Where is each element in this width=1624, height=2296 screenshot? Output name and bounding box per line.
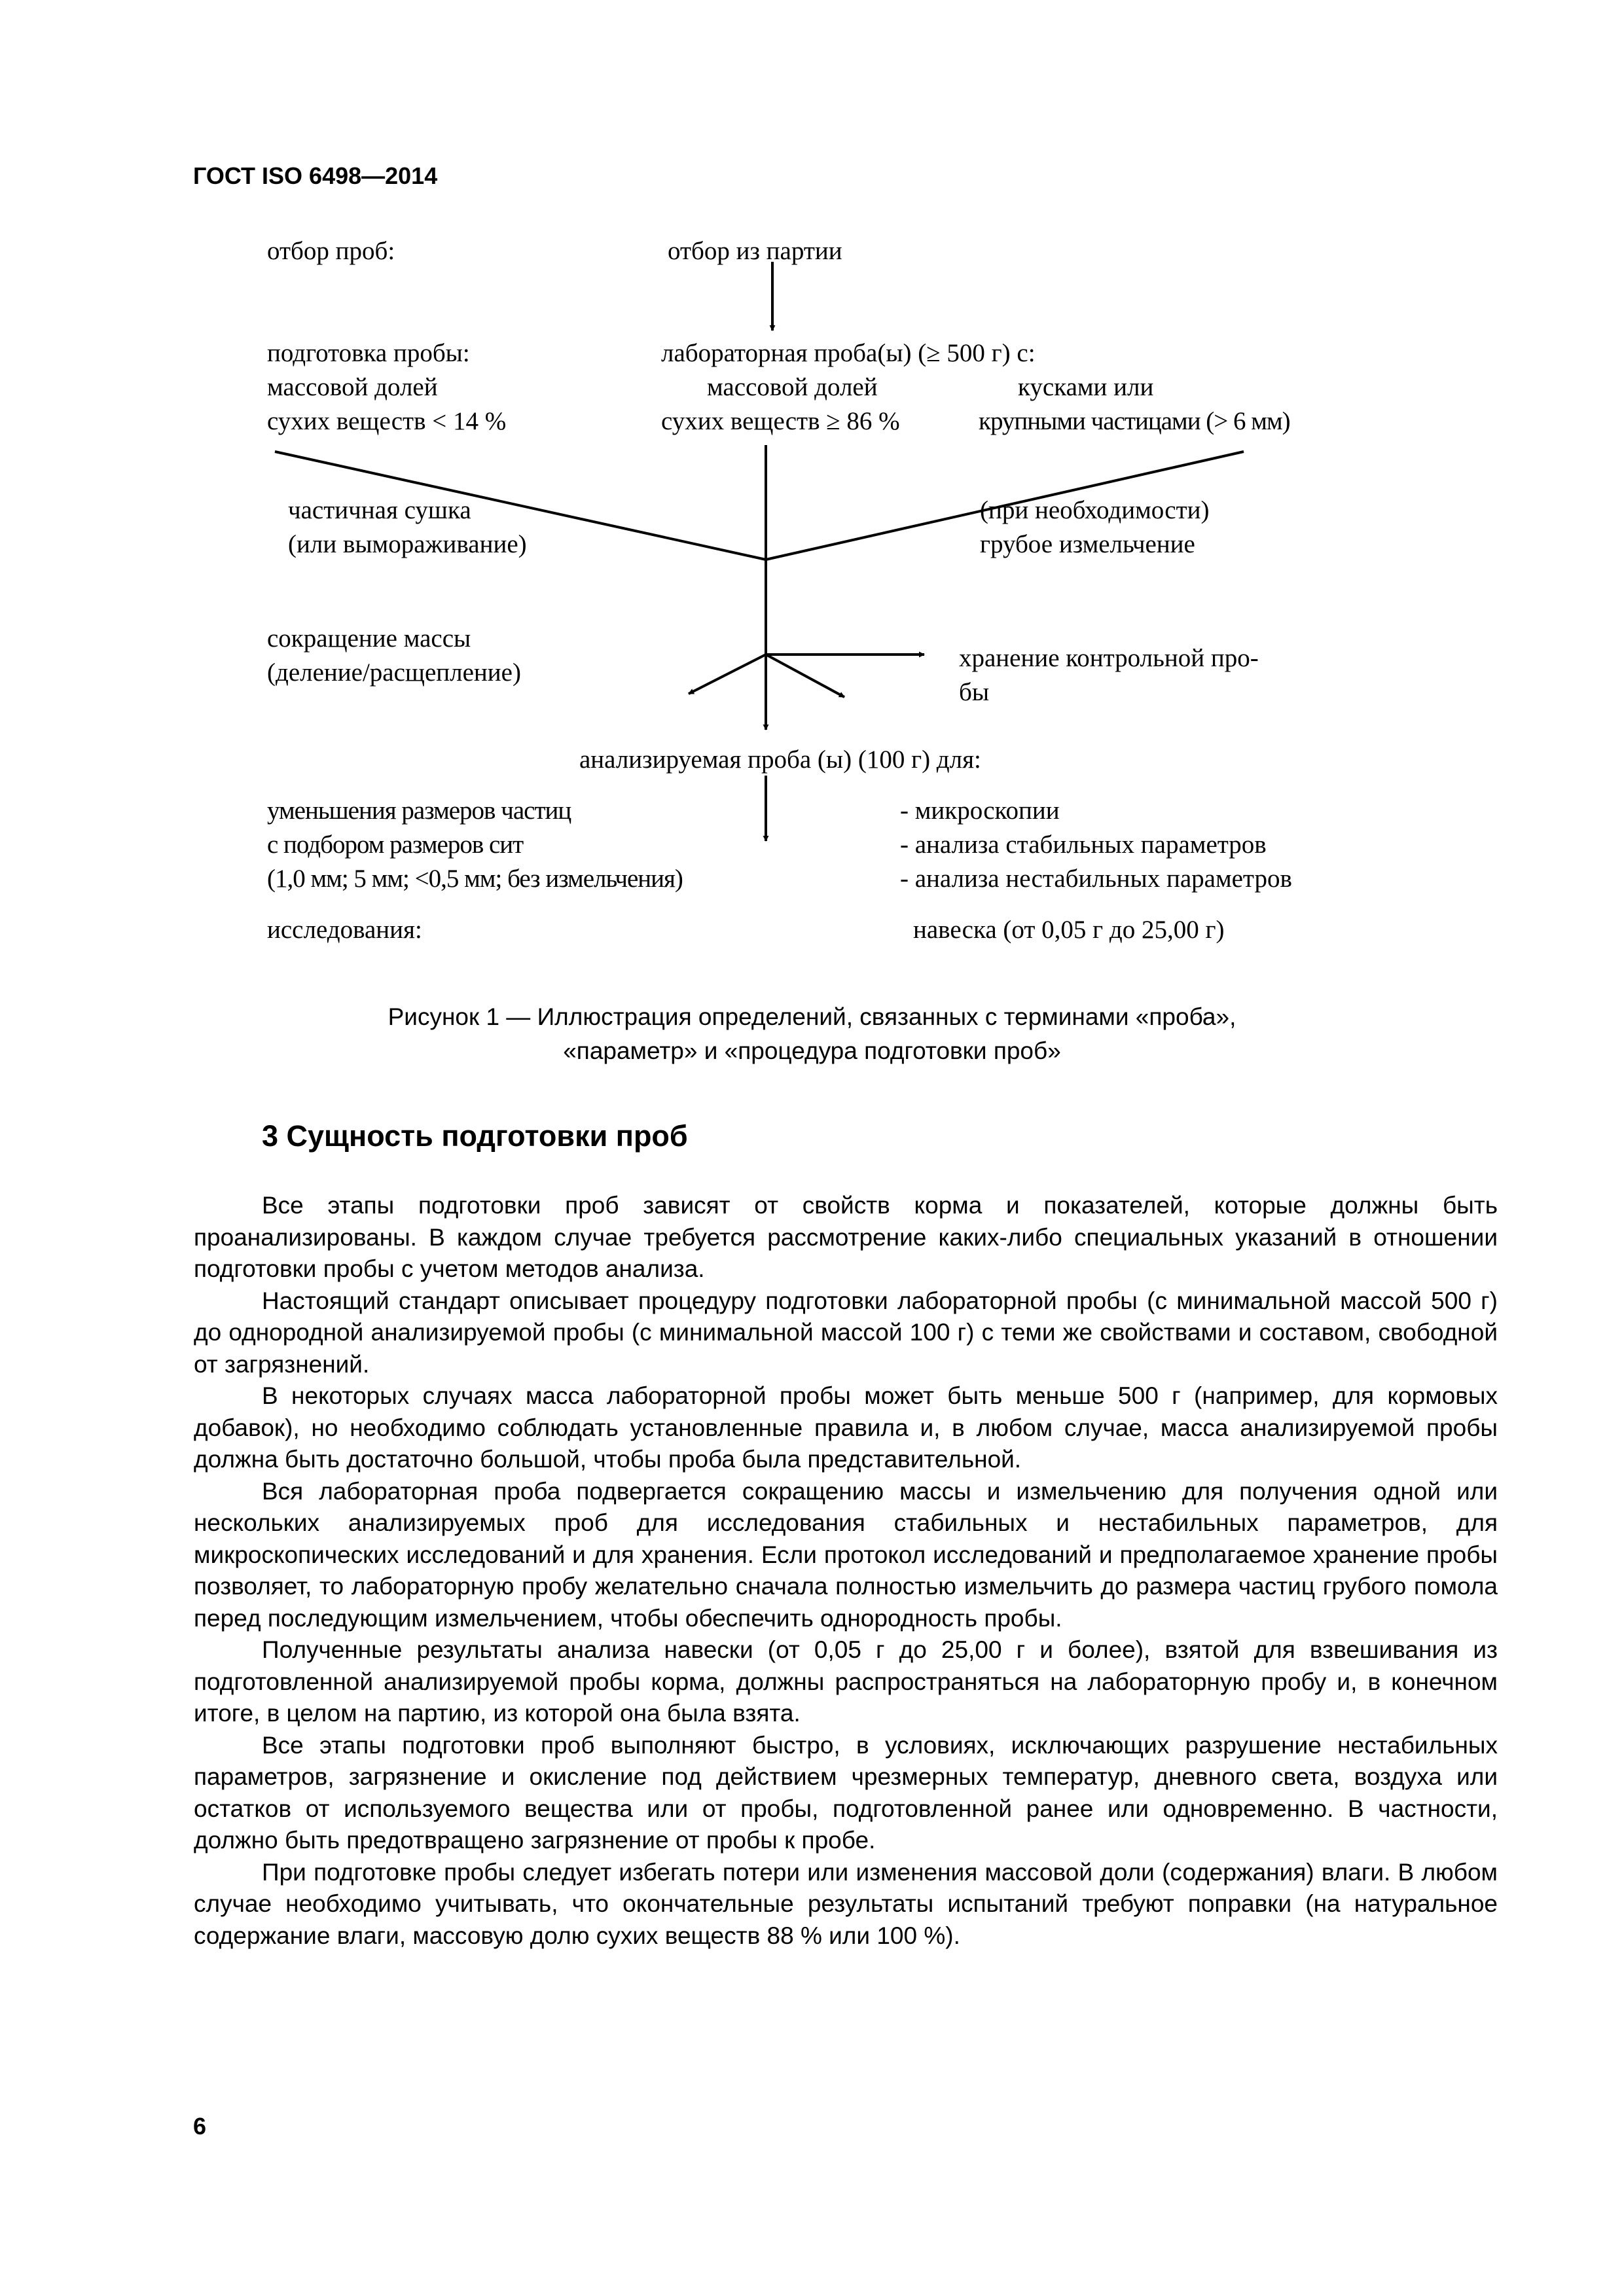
paragraph: Все этапы подготовки проб зависят от свойств корма и показателей, которые должны быть проанализированы. В каждом случае требуется рассмотрение каких-либо специальных указаний в отношении подготовки пробы с учетом методов анализа. (194, 1192, 1498, 1282)
caption-line-2: «параметр» и «процедура подготовки проб» (563, 1037, 1061, 1064)
label-mid-1: массовой долей (707, 373, 878, 401)
paragraph: При подготовке пробы следует избегать потери или изменения массовой доли (содержания) влаги. В любом случае необходимо учитывать, что окончательные результаты испытаний требуют поправки (на натуральное содержание влаги, массовую долю сухих веществ 88 % или 100 %). (194, 1858, 1498, 1949)
label-coarse-2: грубое измельчение (980, 530, 1195, 558)
paragraph: Настоящий стандарт описывает процедуру подготовки лабораторной пробы (с минимальной массой 500 г) до однородной анализируемой пробы (с минимальной массой 100 г) с теми же свойствами и составом, свободной от загрязнений. (194, 1287, 1498, 1378)
label-uses-2: - анализа стабильных параметров (900, 831, 1267, 859)
label-mid-2: сухих веществ ≥ 86 % (661, 407, 900, 435)
caption-line-1: Рисунок 1 — Иллюстрация определений, связанных с терминами «проба», (388, 1003, 1236, 1030)
document-header: ГОСТ ISO 6498—2014 (193, 162, 438, 189)
label-sampling: отбор проб: (267, 237, 395, 265)
label-prep-1: подготовка пробы: (267, 339, 470, 367)
label-size-1: уменьшения размеров частиц (267, 797, 571, 825)
paragraph: Полученные результаты анализа навески (от 0,05 г до 25,00 г и более), взятой для взвешивания из подготовленной анализируемой пробы корма, должны распространяться на лабораторную пробу и, в конечном итоге, в целом на партию, из которой она была взята. (194, 1636, 1498, 1727)
arrow-left-split (689, 655, 766, 694)
label-store-2: бы (959, 678, 990, 706)
label-prep-2: массовой долей (267, 373, 438, 401)
label-uses-3: - анализа нестабильных параметров (900, 865, 1292, 893)
label-right-2: крупными частицами (> 6 мм) (979, 407, 1290, 435)
label-prep-3: сухих веществ < 14 % (267, 407, 507, 435)
arrow-right-split (766, 655, 844, 697)
label-partial-1: частичная сушка (288, 496, 471, 524)
label-lab-sample: лабораторная проба(ы) (≥ 500 г) с: (661, 339, 1036, 367)
section-body (194, 1190, 1498, 1952)
label-size-2: с подбором размеров сит (267, 831, 524, 859)
figure-caption (0, 1000, 1624, 1068)
label-reduce-1: сокращение массы (267, 624, 471, 653)
flow-diagram (0, 0, 1624, 982)
label-analysis-sample: анализируемая проба (ы) (100 г) для: (579, 745, 981, 774)
paragraph: В некоторых случаях масса лабораторной пробы может быть меньше 500 г (например, для кормовых добавок), но необходимо соблюдать установленные правила и, в любом случае, масса анализируемой пробы должна быть достаточно большой, чтобы проба была представительной. (194, 1382, 1498, 1473)
label-size-3: (1,0 мм; 5 мм; <0,5 мм; без измельчения) (267, 865, 683, 893)
paragraph: Вся лабораторная проба подвергается сокращению массы и измельчению для получения одной или нескольких анализируемых проб для исследования стабильных и нестабильных параметров, для микроскопических исследований и для хранения. Если протокол исследований и предполагаемое хранение пробы позволяет, то лабораторную пробу желательно сначала полностью измельчить до размера частиц грубого помола перед последующим измельчением, чтобы обеспечить однородность пробы. (194, 1477, 1498, 1632)
label-size-4: исследования: (267, 916, 422, 944)
section-title: 3 Сущность подготовки проб (262, 1119, 688, 1153)
label-store-1: хранение контрольной про- (959, 644, 1259, 672)
label-portion: навеска (от 0,05 г до 25,00 г) (913, 916, 1225, 944)
label-partial-2: (или вымораживание) (288, 530, 527, 558)
label-reduce-2: (деление/расщепление) (267, 658, 521, 687)
label-coarse-1: (при необходимости) (980, 496, 1210, 524)
label-uses-1: - микроскопии (900, 797, 1060, 825)
label-right-1: кусками или (1018, 373, 1154, 401)
paragraph: Все этапы подготовки проб выполняют быстро, в условиях, исключающих разрушение нестабильных параметров, загрязнение и окисление под действием чрезмерных температур, дневного света, воздуха или остатков от используемого вещества или от пробы, подготовленной ранее или одновременно. В частности, должно быть предотвращено загрязнение от пробы к пробе. (194, 1731, 1498, 1854)
label-sampling-lot: отбор из партии (668, 237, 842, 265)
page-number: 6 (193, 2113, 207, 2140)
